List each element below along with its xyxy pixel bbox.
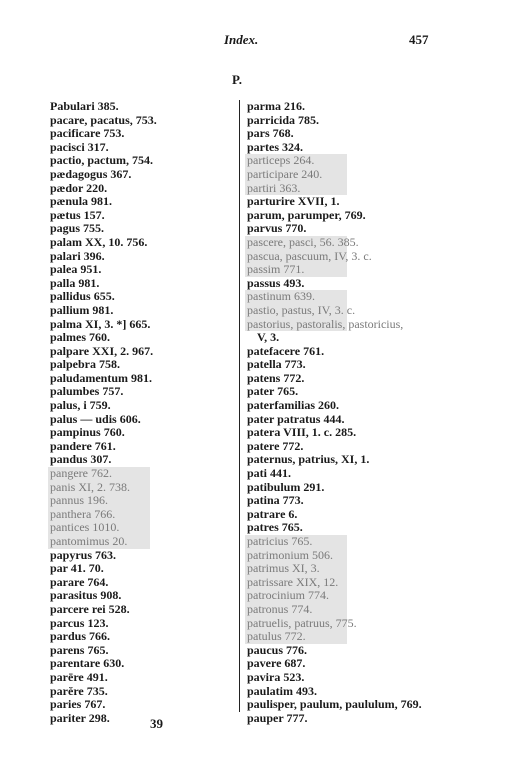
index-entry: palea 951. [50, 262, 102, 277]
index-entry: patrare 6. [247, 506, 298, 521]
index-entry: participare 240. [245, 168, 347, 182]
index-entry: pati 441. [247, 466, 292, 481]
index-entry: parturire XVII, 1. [247, 194, 340, 209]
index-entry: patrimonium 506. [245, 549, 347, 563]
index-entry: pastinum 639. [245, 290, 347, 304]
index-entry: pacisci 317. [50, 139, 109, 154]
index-entry: pactio, pactum, 754. [50, 153, 153, 168]
index-entry: pascere, pasci, 56. 385. [247, 234, 359, 249]
index-entry: par 41. 70. [50, 561, 104, 576]
index-entry: palumbes 757. [50, 384, 124, 399]
index-entry: patruelis, patruus, 775. [247, 615, 357, 630]
index-entry: pavere 687. [247, 656, 306, 671]
index-entry: patrimus XI, 3. [245, 562, 347, 576]
index-entry: patella 773. [247, 357, 306, 372]
index-entry: parare 764. [50, 574, 109, 589]
index-entry: pædor 220. [50, 180, 108, 195]
index-entry: palam XX, 10. 756. [50, 234, 148, 249]
index-entry: parma 216. [247, 99, 305, 113]
running-head-title: Index. [224, 32, 259, 47]
index-entry: parēre 491. [50, 669, 108, 684]
index-entry: paterfamilias 260. [247, 398, 339, 413]
index-entry: patrocinium 774. [245, 589, 347, 603]
index-entry: pannus 196. [48, 494, 150, 508]
index-entry: patera VIII, 1. c. 285. [247, 425, 357, 440]
index-entry: pauper 777. [247, 710, 308, 725]
signature-mark: 39 [150, 716, 163, 731]
index-entry: panthera 766. [48, 508, 150, 522]
index-entry: parasitus 908. [50, 588, 122, 603]
index-entry: patricius 765. [245, 535, 347, 549]
index-entry: pastorius, pastoralis, pastoricius, [247, 316, 404, 331]
index-column-left [48, 100, 157, 725]
index-entry: parcus 123. [50, 615, 109, 630]
index-entry: parricida 785. [247, 112, 319, 127]
index-entry: patrissare XIX, 12. [245, 576, 347, 590]
index-entry: pandere 761. [50, 438, 116, 453]
index-entry: paternus, patrius, XI, 1. [247, 452, 370, 467]
index-entry: paucus 776. [247, 642, 308, 657]
index-entry: pars 768. [247, 126, 294, 141]
index-entry: pavira 523. [247, 669, 305, 684]
index-entry: pallidus 655. [50, 289, 115, 304]
index-entry: pandus 307. [50, 452, 112, 467]
index-entry: parens 765. [50, 642, 109, 657]
index-entry: patere 772. [247, 438, 304, 453]
index-entry: palma XI, 3. *] 665. [50, 316, 151, 331]
index-entry: patronus 774. [245, 603, 347, 617]
index-entry: patina 773. [247, 493, 304, 508]
index-entry: pædagogus 367. [50, 166, 132, 181]
index-entry: papyrus 763. [50, 547, 117, 562]
index-entry: particeps 264. [245, 154, 347, 168]
page-number: 457 [409, 32, 429, 47]
index-entry: patres 765. [247, 520, 303, 535]
index-entry: pardus 766. [50, 629, 111, 644]
index-entry: Pabulari 385. [50, 99, 119, 113]
index-entry: pater 765. [247, 384, 299, 399]
index-entry: pacare, pacatus, 753. [50, 112, 157, 127]
index-entry: palla 981. [50, 275, 100, 290]
index-entry: palpare XXI, 2. 967. [50, 343, 154, 358]
index-entry: patefacere 761. [247, 343, 325, 358]
index-entry: V, 3. [257, 330, 280, 345]
index-entry: partiri 363. [245, 182, 347, 196]
index-entry: pascua, pascuum, IV, 3. c. [247, 248, 372, 263]
index-entry: pampinus 760. [50, 425, 125, 440]
index-entry: parvus 770. [247, 221, 307, 236]
index-entry: pænula 981. [50, 194, 113, 209]
index-entry: paludamentum 981. [50, 370, 153, 385]
index-entry: palari 396. [50, 248, 105, 263]
index-entry: parcere rei 528. [50, 601, 130, 616]
index-entry: pagus 755. [50, 221, 105, 236]
index-entry: pætus 157. [50, 207, 105, 222]
index-entry: parum, parumper, 769. [247, 207, 366, 222]
index-entry: palpebra 758. [50, 357, 121, 372]
index-entry: panis XI, 2. 738. [48, 481, 150, 495]
index-entry: paries 767. [50, 697, 106, 712]
index-entry: pastio, pastus, IV, 3. c. [247, 302, 356, 317]
index-entry: palus — udis 606. [50, 411, 141, 426]
index-entry: parentare 630. [50, 656, 125, 671]
index-entry: pariter 298. [50, 710, 110, 725]
index-entry: pallium 981. [50, 302, 114, 317]
index-entry: passim 771. [245, 263, 347, 277]
column-divider [239, 100, 240, 712]
index-entry: pacificare 753. [50, 126, 125, 141]
index-entry: parĕre 735. [50, 683, 108, 698]
index-entry: patulus 772. [245, 630, 347, 644]
index-entry: passus 493. [247, 275, 305, 290]
index-entry: palus, i 759. [50, 398, 111, 413]
index-entry: pater patratus 444. [247, 411, 345, 426]
index-entry: patens 772. [247, 370, 305, 385]
index-entry: pantices 1010. [48, 521, 150, 535]
index-column-right [245, 100, 422, 725]
index-entry: paulisper, paulum, paululum, 769. [247, 697, 422, 712]
index-entry: pantomimus 20. [48, 535, 150, 549]
section-letter: P. [232, 72, 242, 87]
index-entry: pangere 762. [48, 467, 150, 481]
index-entry: patibulum 291. [247, 479, 325, 494]
index-entry: partes 324. [247, 139, 303, 154]
index-entry: paulatim 493. [247, 683, 318, 698]
index-entry: palmes 760. [50, 330, 110, 345]
